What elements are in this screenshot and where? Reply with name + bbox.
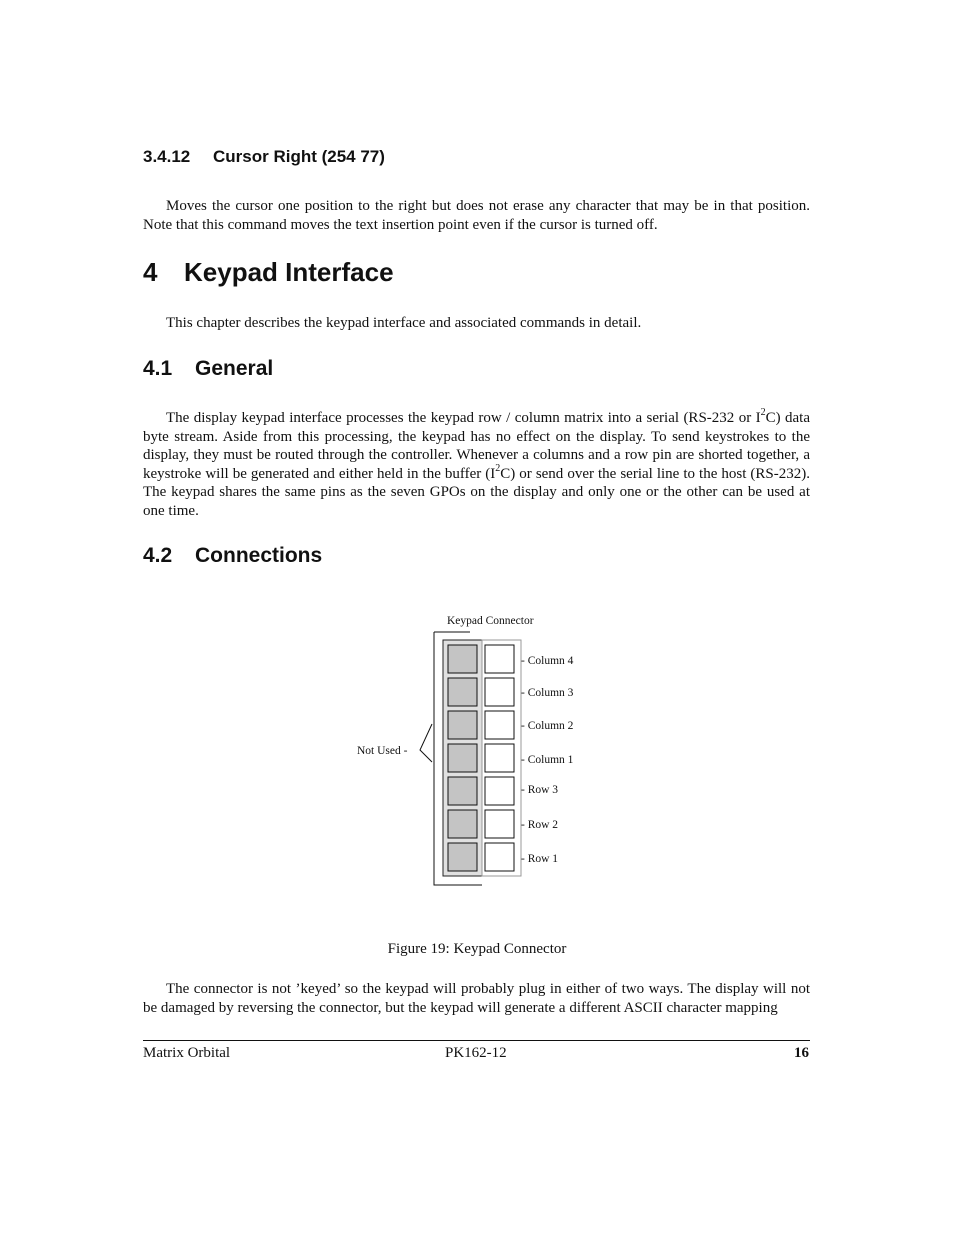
signal-pin <box>485 678 514 706</box>
section-title: Cursor Right (254 77) <box>213 147 385 166</box>
chapter-title: Keypad Interface <box>184 257 394 287</box>
figure-caption: Figure 19: Keypad Connector <box>387 941 567 957</box>
unused-pin <box>448 843 477 871</box>
pin-label: - Row 1 <box>521 853 559 865</box>
superscript: 2 <box>760 407 766 418</box>
page-number: 16 <box>794 1045 809 1061</box>
unused-pin <box>448 645 477 673</box>
paragraph-chapter-intro <box>143 314 810 333</box>
heading-4-2 <box>143 544 322 568</box>
heading-4-1 <box>143 357 273 381</box>
footer-center: PK162-12 <box>445 1045 507 1061</box>
not-used-label: Not Used - <box>357 745 408 757</box>
pin-label: - Column 3 <box>521 687 574 699</box>
unused-pin <box>448 711 477 739</box>
section-number: 4.1 <box>143 357 173 380</box>
signal-pin <box>485 777 514 805</box>
chapter-heading <box>143 257 394 288</box>
heading-3-4-12 <box>143 147 385 167</box>
signal-pin <box>485 645 514 673</box>
paragraph-text: The display keypad interface processes the keypad row / column matrix into a serial (RS-232 or I <box>166 410 761 426</box>
pin-label: - Column 1 <box>521 754 574 766</box>
paragraph-text: This chapter describes the keypad interface and associated commands in detail. <box>166 315 642 331</box>
unused-pin <box>448 678 477 706</box>
pin-label: - Row 2 <box>521 819 559 831</box>
paragraph-cursor-right <box>143 197 810 234</box>
superscript: 2 <box>495 462 501 474</box>
paragraph-text: The connector is not ’keyed’ so the keypad will probably plug in either of two ways. The display will not be damaged by reversing the connector, but the keypad will generate a different ASCII character mapping <box>143 981 810 1016</box>
pin-label: - Column 4 <box>521 655 574 667</box>
signal-pin <box>485 711 514 739</box>
pin-label: - Column 2 <box>521 720 574 732</box>
paragraph-text: Moves the cursor one position to the right but does not erase any character that may be in that position. Note that this command moves the text insertion point even if the cursor is turned off. <box>143 198 810 233</box>
section-number: 4.2 <box>143 544 173 567</box>
unused-pin <box>448 777 477 805</box>
paragraph-text: C) or send over the serial line to the host (RS-232). The keypad shares the same pins as the seven GPOs on the display and only one or the other can be used at one time. <box>143 465 810 519</box>
signal-pin <box>485 843 514 871</box>
unused-pin <box>448 810 477 838</box>
unused-pin <box>448 744 477 772</box>
not-used-brace <box>420 724 432 762</box>
paragraph-text: C) data byte stream. Aside from this processing, the keypad has no effect on the display. To send keystrokes to the display, they must be routed through the controller. Whenever a columns and a row pin are shorted together, a keystroke will be generated and either held in the buffer (I <box>143 410 810 482</box>
section-title: Connections <box>195 544 323 567</box>
footer-left: Matrix Orbital <box>143 1045 231 1061</box>
figure-title: Keypad Connector <box>447 615 534 627</box>
paragraph-connector-note <box>143 980 810 1017</box>
signal-pin <box>485 744 514 772</box>
footer-rule <box>143 1040 810 1041</box>
paragraph-general <box>143 409 810 521</box>
chapter-number: 4 <box>143 257 158 287</box>
section-number: 3.4.12 <box>143 147 191 166</box>
pin-label: - Row 3 <box>521 784 559 796</box>
section-title: General <box>195 357 274 380</box>
signal-pin <box>485 810 514 838</box>
keypad-connector-diagram <box>350 608 600 893</box>
